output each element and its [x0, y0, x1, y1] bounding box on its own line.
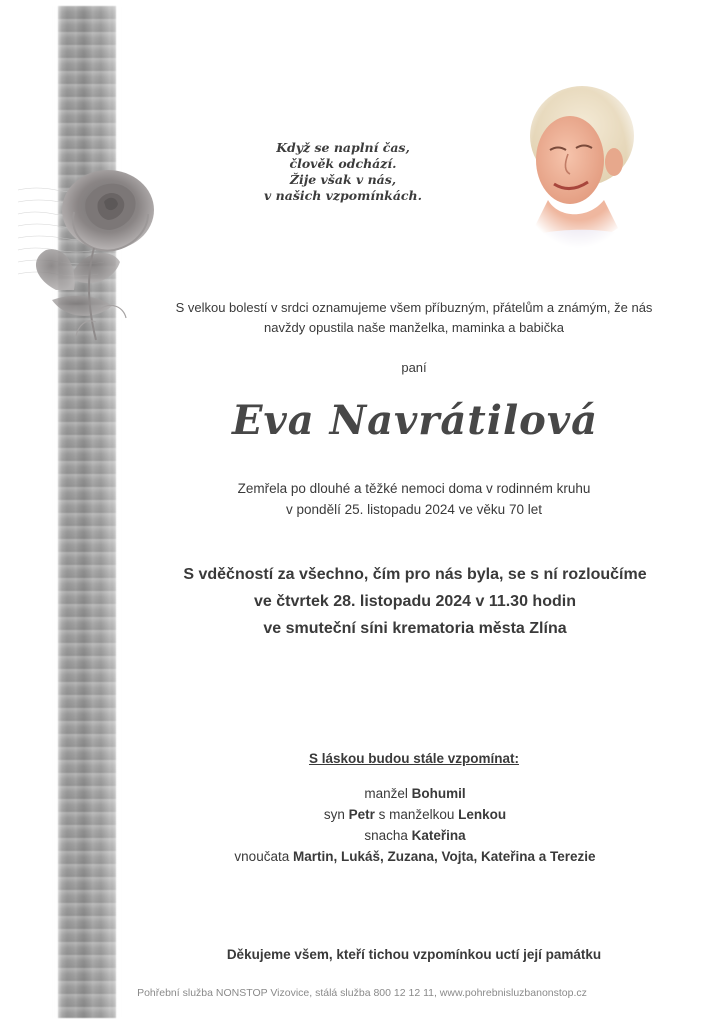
mourner-name: Lenkou: [458, 807, 507, 822]
mourner-daughter-in-law: [150, 825, 680, 846]
verse: [240, 140, 446, 204]
mourner-relation: manžel: [364, 786, 412, 801]
portrait-photo: [518, 78, 640, 248]
ceremony-date: ve čtvrtek 28. listopadu 2024 v 11.30 hodin: [254, 593, 576, 610]
funeral-service-footer: Pohřební služba NONSTOP Vizovice, stálá služba 800 12 12 11, www.pohrebnisluzbanonstop.cz: [137, 987, 587, 999]
mourner-grandchildren: [150, 846, 680, 867]
verse-line: Když se naplní čas,: [276, 140, 410, 155]
verse-line: Žije však v nás,: [289, 172, 397, 187]
mourners-list: [150, 783, 680, 867]
mourner-son: [150, 804, 680, 825]
announcement: [170, 298, 658, 338]
verse-line: člověk odchází.: [289, 156, 397, 171]
rose-icon: [16, 150, 176, 350]
death-details-line: Zemřela po dlouhé a těžké nemoci doma v rodinném kruhu: [237, 481, 591, 496]
mourner-relation: vnoučata: [234, 849, 293, 864]
mourner-relation: syn: [323, 807, 349, 822]
mourner-name: Petr: [348, 807, 375, 822]
verse-line: v našich vzpomínkách.: [264, 188, 422, 203]
mourner-husband: [150, 783, 680, 804]
announcement-line: navždy opustila naše manželka, maminka a babička: [264, 320, 564, 335]
announcement-line: S velkou bolestí v srdci oznamujeme všem příbuzným, přátelům a známým, že nás: [175, 300, 653, 315]
ceremony-place: ve smuteční síni krematoria města Zlína: [263, 620, 567, 637]
mourner-relation: s manželkou: [374, 807, 459, 822]
deceased-name: Eva Navrátilová: [232, 397, 598, 444]
mourner-relation: snacha: [364, 828, 412, 843]
thanks-line: Děkujeme všem, kteří tichou vzpomínkou uctí její památku: [226, 947, 602, 962]
ceremony-line: S vděčností za všechno, čím pro nás byla, se s ní rozloučíme: [183, 566, 647, 583]
honorific: paní: [401, 360, 427, 375]
mourner-name: Bohumil: [411, 786, 466, 801]
mourner-name: Martin, Lukáš, Zuzana, Vojta, Kateřina a Terezie: [292, 849, 596, 864]
mourners-heading: S láskou budou stále vzpomínat:: [308, 751, 520, 766]
death-details-line: v pondělí 25. listopadu 2024 ve věku 70 let: [286, 502, 542, 517]
mourner-name: Kateřina: [411, 828, 466, 843]
death-details: [170, 478, 658, 520]
ceremony-info: [150, 561, 680, 642]
